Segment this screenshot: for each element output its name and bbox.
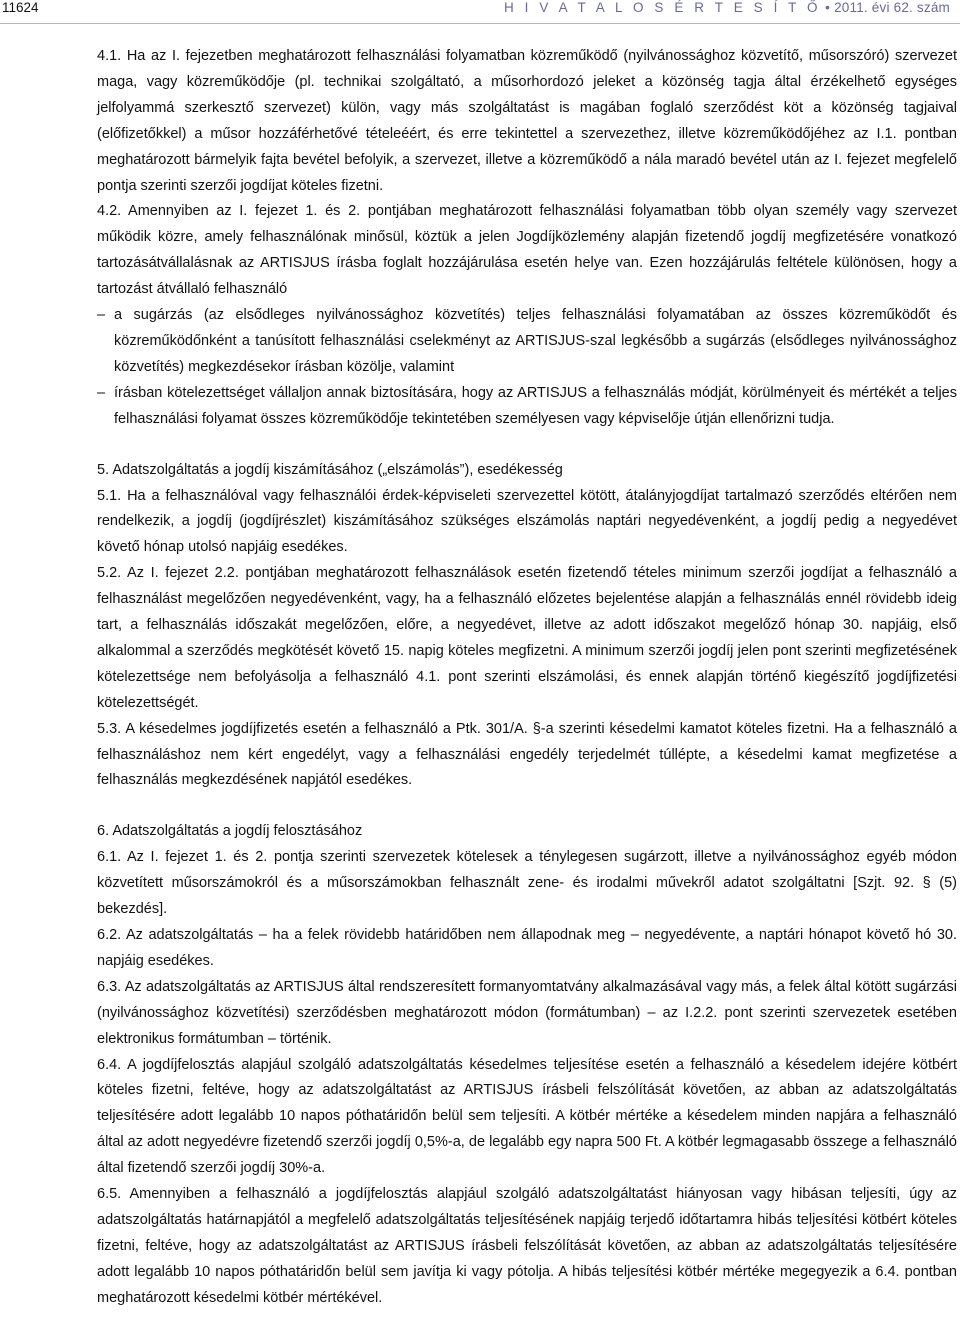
paragraph-6-4: 6.4. A jogdíjfelosztás alapjául szolgáló adatszolgáltatás késedelmes teljesítése esetén a felhasználó a késedelem idejére kötbért köteles fizetni, feltéve, hogy az adatszolgáltatást az ARTISJUS írásbeli felszólítását követően, az abban az adatszolgáltatás teljesítésére adott legalább 10 napos póthatáridőn belül sem teljesíti. A kötbér mértéke a késedelem minden napjára a felhasználó által az adott negyedévre fizetendő szerzői jogdíj 0,5%-a, de legalább egy napra 500 Ft. A kötbér legmagasabb összege a felhasználó által fizetendő szerzői jogdíj 30%-a. [97,1056,957,1177]
page-header [0,0,960,22]
running-head [504,0,950,15]
paragraph-6-5: 6.5. Amennyiben a felhasználó a jogdíjfelosztás alapjául szolgáló adatszolgáltatást hiányosan vagy hibásan teljesíti, úgy az adatszolgáltatás határnapjától a megfelelő adatszolgáltatás teljesítésének napjáig terjedő időtartamra hibás teljesítési kötbért köteles fizetni, feltéve, hogy az adatszolgáltatást az ARTISJUS írásbeli felszólítását követően, az abban az adatszolgáltatás teljesítésére adott legalább 10 napos póthatáridőn belül sem javítja ki vagy pótolja. A hibás teljesítési kötbér mértéke megegyezik a 6.4. pontban meghatározott késedelmi kötbér mértékével. [97,1186,957,1306]
paragraph-4-2: 4.2. Amennyiben az I. fejezet 1. és 2. pontjában meghatározott felhasználási folyamatban több olyan személy vagy szervezet működik közre, amely felhasználónak minősül, köztük a jelen Jogdíjközlemény alapján fizetendő jogdíj megfizetésére vonatkozó tartozásátvállalásnak az ARTISJUS írásba foglalt hozzájárulása esetén helye van. Ezen hozzájárulás feltétele különösen, hogy a tartozást átvállaló felhasználó [97,203,957,298]
paragraph-6-2: 6.2. Az adatszolgáltatás – ha a felek rövidebb határidőben nem állapodnak meg – negyedévente, a naptári hónapot követő hó 30. napjáig esedékes. [97,927,957,969]
dash-bullet: – [97,384,106,401]
paragraph-5-1: 5.1. Ha a felhasználóval vagy felhasználói érdek-képviseleti szervezettel kötött, átalányjogdíjat tartalmazó szerződés eltérően nem rendelkezik, a jogdíj (jogdíjrészlet) kiszámításához szükséges elszámolás naptári negyedévenként, a jogdíj pedig a negyedévet követő hónap utolsó napjáig esedékes. [97,487,957,556]
body-text [97,44,957,1312]
issue-label: 2011. évi 62. szám [834,0,950,15]
dash-list-item [97,381,957,433]
header-bullet: • [825,0,831,15]
journal-name: H I V A T A L O S É R T E S Í T Ő [503,0,822,15]
header-rule [0,23,960,24]
paragraph-5-2: 5.2. Az I. fejezet 2.2. pontjában meghatározott felhasználások esetén fizetendő tételes minimum szerzői jogdíjat a felhasználó a felhasználást megelőzően negyedévenként, vagy, ha a felhasználó előzetes bejelentése alapján a felhasználás ennél rövidebb ideig tart, a felhasználás időszakát megelőzően, előre, a negyedévet, illetve az adott időszakot megelőző hónap 30. napjáig, első alkalommal a szerződés megkötését követő 15. napig köteles megfizetni. A minimum szerzői jogdíj jelen pont szerinti megfizetésének kötelezettsége nem befolyásolja a felhasználó 4.1. pont szerinti elszámolási, és ennek alapján történő kiegészítő jogdíjfizetési kötelezettségét. [97,565,957,711]
dash-list-item [97,303,957,381]
section-5-heading: 5. Adatszolgáltatás a jogdíj kiszámításához („elszámolás”), esedékesség [97,461,563,478]
paragraph-6-1: 6.1. Az I. fejezet 1. és 2. pontja szerinti szervezetek kötelesek a ténylegesen sugárzott, illetve a nyilvánossághoz egyéb módon közvetített műsorszámokról és a műsorszámokban felhasznált zene- és irodalmi művekről adatot szolgáltatni [Szjt. 92. § (5) bekezdés]. [97,849,957,918]
dash-item-text: a sugárzás (az elsődleges nyilvánossághoz közvetítés) teljes felhasználási folyamatában az összes közreműködőt és közreműködőnként a tanúsított felhasználási cselekményt az ARTISJUS-szal legkésőbb a sugárzás (elsődleges nyilvánossághoz közvetítés) megkezdésekor írásban közölje, valamint [114,307,957,375]
dash-item-text: írásban kötelezettséget vállaljon annak biztosítására, hogy az ARTISJUS a felhasználás módját, körülményeit és mértékét a teljes felhasználási folyamat összes közreműködője tekintetében személyesen vagy képviselője útján ellenőrizni tudja. [114,384,957,427]
paragraph-5-3: 5.3. A késedelmes jogdíjfizetés esetén a felhasználó a Ptk. 301/A. §-a szerinti késedelmi kamatot köteles fizetni. Ha a felhasználó a felhasználáshoz nem kért engedélyt, vagy a felhasználási engedély terjedelmét túllépte, a késedelmi kamat megfizetése a felhasználás megkezdésének napjától esedékes. [97,720,957,789]
paragraph-6-3: 6.3. Az adatszolgáltatás az ARTISJUS által rendszeresített formanyomtatvány alkalmazásával vagy más, a felek által kötött sugárzási (nyilvánossághoz közvetítési) szerződésben meghatározott módon (formátumban) – az I.2.2. pont szerinti szervezetek esetében elektronikus formátumban – történik. [97,978,957,1047]
paragraph-4-1: 4.1. Ha az I. fejezetben meghatározott felhasználási folyamatban közreműködő (nyilvánossághoz közvetítő, műsorszóró) szervezet maga, vagy közreműködője (pl. technikai szolgáltató, a műsorhordozó jeleket a közönség tagja által érzékelhető egységes jelfolyammá szerkesztő szervezet) külön, vagy más szolgáltatást is magában foglaló szerződést köt a közönség tagjaival (előfizetőkkel) a műsor hozzáférhetővé tételeéért, és erre tekintettel a szervezethez, illetve közreműködőjéhez az I.1. pontban meghatározott bármelyik fajta bevétel befolyik, a szervezet, illetve a közreműködő a nála maradó bevétel után az I. fejezet megfelelő pontja szerinti szerzői jogdíjat köteles fizetni. [97,48,957,194]
page-number: 11624 [2,0,39,15]
dash-bullet: – [97,307,106,324]
section-6-heading: 6. Adatszolgáltatás a jogdíj felosztásához [97,823,363,840]
